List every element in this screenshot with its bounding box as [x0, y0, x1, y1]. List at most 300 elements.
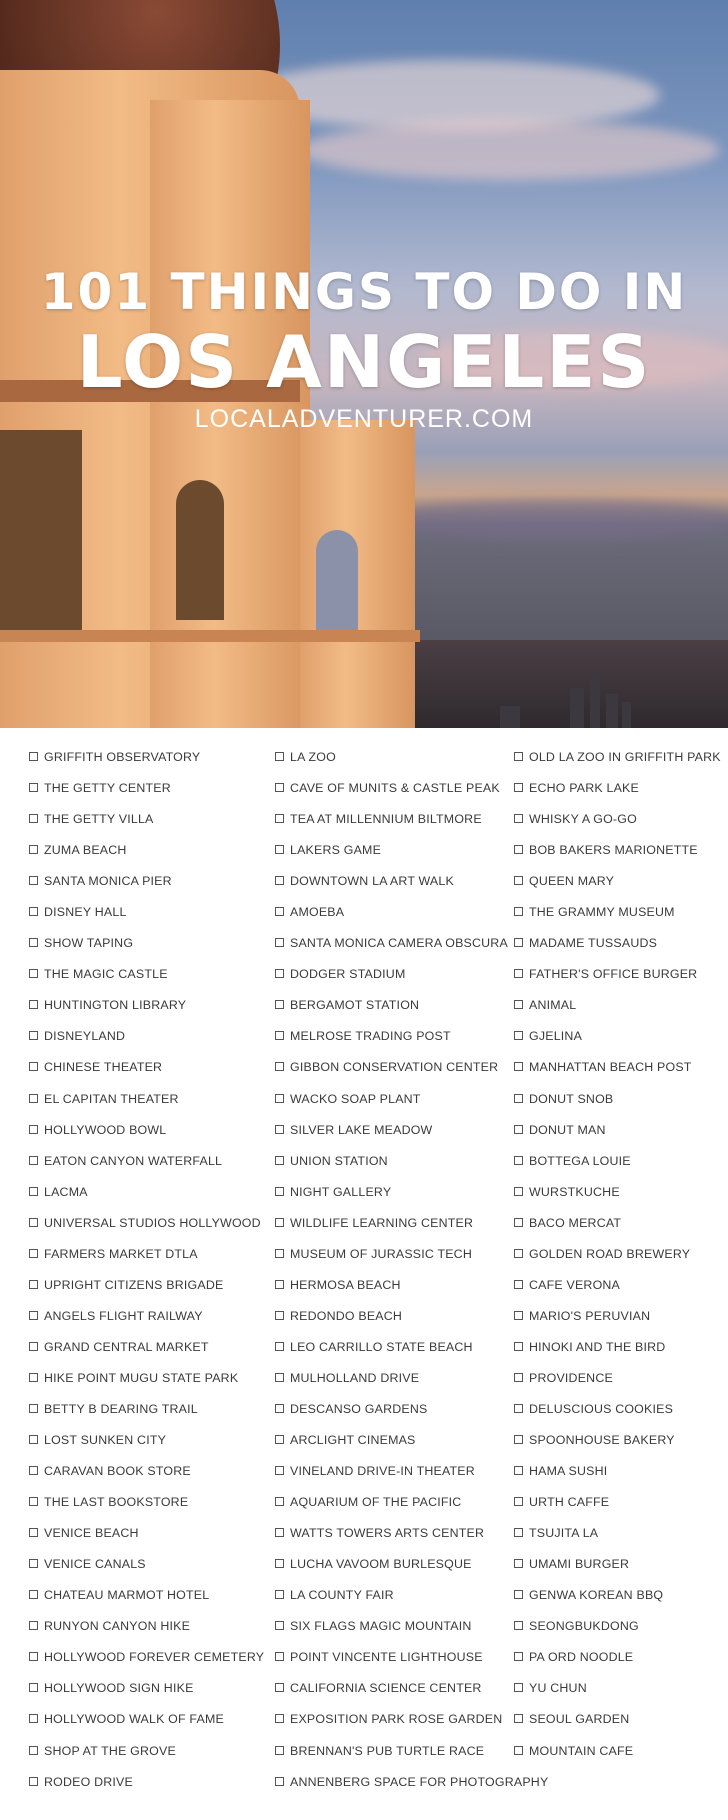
checkbox-icon	[514, 752, 523, 761]
checklist-item	[275, 1369, 515, 1400]
checklist-item	[29, 841, 265, 872]
checkbox-icon	[514, 1621, 523, 1630]
checkbox-icon	[514, 1249, 523, 1258]
title-line-2: LOS ANGELES	[76, 320, 652, 404]
arch-window	[176, 480, 224, 620]
checklist-item	[514, 1679, 728, 1710]
checklist-item-label: ANGELS FLIGHT RAILWAY	[44, 1308, 203, 1323]
checklist-item-label: THE GRAMMY MUSEUM	[529, 905, 675, 920]
checkbox-icon	[514, 876, 523, 885]
checklist-item	[29, 1245, 265, 1276]
checklist-item	[29, 1431, 265, 1462]
checklist-item	[514, 779, 728, 810]
checklist-item-label: HOLLYWOOD SIGN HIKE	[44, 1681, 194, 1696]
checkbox-icon	[275, 1156, 284, 1165]
checklist-item	[29, 1710, 265, 1741]
checklist-item-label: UMAMI BURGER	[529, 1557, 630, 1572]
checklist-item-label: HERMOSA BEACH	[290, 1277, 401, 1292]
checklist-item	[514, 1400, 728, 1431]
checkbox-icon	[275, 1218, 284, 1227]
checklist-item	[514, 1121, 728, 1152]
checklist-item-label: TEA AT MILLENNIUM BILTMORE	[290, 812, 482, 827]
checklist-item	[275, 779, 515, 810]
checkbox-icon	[29, 1249, 38, 1258]
checkbox-icon	[275, 1342, 284, 1351]
checklist-item-label: GRIFFITH OBSERVATORY	[44, 750, 201, 764]
checkbox-icon	[514, 969, 523, 978]
balcony-rail	[0, 630, 420, 642]
skyscraper	[590, 673, 600, 728]
checklist-item	[514, 1183, 728, 1214]
checkbox-icon	[29, 1404, 38, 1413]
checkbox-icon	[275, 1000, 284, 1009]
checkbox-icon	[29, 1218, 38, 1227]
checklist-item-label: GOLDEN ROAD BREWERY	[529, 1246, 691, 1261]
checkbox-icon	[275, 1528, 284, 1537]
checklist-item-label: SPOONHOUSE BAKERY	[529, 1433, 675, 1448]
checkbox-icon	[514, 1125, 523, 1134]
checklist-item	[275, 1400, 515, 1431]
checkbox-icon	[29, 1590, 38, 1599]
checklist-item	[514, 1058, 728, 1089]
checklist-item-label: DISNEYLAND	[44, 1029, 126, 1044]
checklist-item-label: MARIO'S PERUVIAN	[529, 1308, 651, 1323]
checkbox-icon	[275, 1652, 284, 1661]
headline	[0, 262, 728, 434]
checklist-item-label: SEOUL GARDEN	[529, 1712, 630, 1727]
checklist-item	[275, 1027, 515, 1058]
checklist-item	[275, 1679, 515, 1710]
checklist-item-label: PROVIDENCE	[529, 1370, 613, 1385]
checklist-item	[29, 1773, 265, 1804]
checklist-item-label: LAKERS GAME	[290, 843, 382, 858]
checkbox-icon	[514, 1156, 523, 1165]
checkbox-icon	[275, 845, 284, 854]
checklist-item	[29, 1524, 265, 1555]
checklist-item	[514, 1214, 728, 1245]
checkbox-icon	[29, 1187, 38, 1196]
checkbox-icon	[29, 1683, 38, 1692]
checklist-item	[514, 841, 728, 872]
checklist-item	[29, 1400, 265, 1431]
checklist-item-label: UNIVERSAL STUDIOS HOLLYWOOD	[44, 1215, 261, 1230]
checklist-item	[275, 1710, 515, 1741]
checklist-item	[275, 1742, 515, 1773]
checkbox-icon	[29, 1373, 38, 1382]
checklist-item	[514, 965, 728, 996]
checkbox-icon	[514, 1528, 523, 1537]
checkbox-icon	[275, 876, 284, 885]
checkbox-icon	[514, 845, 523, 854]
checklist-item	[29, 872, 265, 903]
checklist-item	[275, 1648, 515, 1679]
checklist-item-label: BOB BAKERS MARIONETTE	[529, 843, 698, 858]
checklist-item-label: CALIFORNIA SCIENCE CENTER	[290, 1681, 482, 1696]
checklist-item-label: CARAVAN BOOK STORE	[44, 1464, 191, 1479]
checkbox-icon	[275, 1031, 284, 1040]
skyscraper	[622, 702, 631, 728]
cloud	[380, 500, 728, 540]
checkbox-icon	[514, 1218, 523, 1227]
checklist-item	[275, 872, 515, 903]
checkbox-icon	[29, 938, 38, 947]
checklist-column-1	[29, 748, 265, 1804]
checklist-item	[29, 1090, 265, 1121]
checklist-item	[275, 1245, 515, 1276]
checklist-item	[514, 1307, 728, 1338]
checklist-item-label: THE MAGIC CASTLE	[44, 967, 168, 982]
checklist-item	[514, 1369, 728, 1400]
checklist-item-label: WHISKY A GO-GO	[529, 812, 637, 827]
checkbox-icon	[29, 1000, 38, 1009]
title-line-1: 101 THINGS TO DO IN	[40, 263, 688, 321]
checkbox-icon	[514, 1094, 523, 1103]
checklist-item	[514, 1276, 728, 1307]
checklist-item	[29, 903, 265, 934]
checkbox-icon	[514, 1497, 523, 1506]
checkbox-icon	[29, 814, 38, 823]
checkbox-icon	[29, 1280, 38, 1289]
checklist-item-label: YU CHUN	[529, 1681, 587, 1696]
checklist-item-label: CAFE VERONA	[529, 1277, 621, 1292]
checklist-item	[514, 872, 728, 903]
checklist-item	[29, 1648, 265, 1679]
checkbox-icon	[275, 1559, 284, 1568]
doorway	[0, 430, 82, 630]
checkbox-icon	[275, 1062, 284, 1071]
checkbox-icon	[275, 1466, 284, 1475]
checkbox-icon	[514, 1000, 523, 1009]
checkbox-icon	[514, 783, 523, 792]
checklist-item-label: GENWA KOREAN BBQ	[529, 1588, 664, 1603]
checkbox-icon	[29, 1125, 38, 1134]
checkbox-icon	[29, 845, 38, 854]
checklist-item	[275, 1276, 515, 1307]
checklist-item	[275, 1307, 515, 1338]
checklist-item	[275, 841, 515, 872]
checklist-item	[514, 810, 728, 841]
checklist-item-label: DESCANSO GARDENS	[290, 1401, 428, 1416]
checklist-item	[514, 1648, 728, 1679]
checklist-item-label: DOWNTOWN LA ART WALK	[290, 874, 454, 889]
checkbox-icon	[275, 938, 284, 947]
checklist-item-label: MULHOLLAND DRIVE	[290, 1370, 420, 1385]
hero-photo	[0, 0, 728, 728]
checklist-item-label: FARMERS MARKET DTLA	[44, 1246, 198, 1261]
checklist-item-label: SHOW TAPING	[44, 936, 134, 951]
checklist-item	[29, 1462, 265, 1493]
checkbox-icon	[275, 969, 284, 978]
checklist-item-label: SANTA MONICA CAMERA OBSCURA	[290, 936, 508, 951]
checkbox-icon	[29, 1714, 38, 1723]
checkbox-icon	[275, 1280, 284, 1289]
checkbox-icon	[29, 1311, 38, 1320]
checklist-item-label: LEO CARRILLO STATE BEACH	[290, 1339, 473, 1354]
checkbox-icon	[275, 1746, 284, 1755]
checkbox-icon	[29, 1621, 38, 1630]
checkbox-icon	[514, 1652, 523, 1661]
checklist-item	[29, 934, 265, 965]
checklist-item-label: THE GETTY VILLA	[44, 812, 154, 827]
checkbox-icon	[275, 783, 284, 792]
checklist-item-label: LA COUNTY FAIR	[290, 1588, 394, 1603]
checkbox-icon	[514, 1590, 523, 1599]
checklist-item-label: CAVE OF MUNITS & CASTLE PEAK	[290, 781, 500, 796]
checklist-item-label: HIKE POINT MUGU STATE PARK	[44, 1370, 239, 1385]
checklist-item	[29, 748, 265, 779]
checklist-item	[29, 810, 265, 841]
checkbox-icon	[29, 1062, 38, 1071]
checklist-item	[275, 810, 515, 841]
checklist-item-label: EATON CANYON WATERFALL	[44, 1153, 223, 1168]
checklist-item-label: GRAND CENTRAL MARKET	[44, 1339, 209, 1354]
checklist-item	[275, 903, 515, 934]
checklist-item	[275, 748, 515, 779]
checklist-item-label: SEONGBUKDONG	[529, 1619, 639, 1634]
checkbox-icon	[514, 907, 523, 916]
checklist-item	[29, 1338, 265, 1369]
checklist-item	[275, 1617, 515, 1648]
checklist-item	[29, 1586, 265, 1617]
checklist-item	[514, 1555, 728, 1586]
checklist-item	[275, 1214, 515, 1245]
checklist-item-label: DISNEY HALL	[44, 905, 127, 920]
checklist-item	[275, 934, 515, 965]
checkbox-icon	[275, 1777, 284, 1786]
checklist-item	[275, 1586, 515, 1617]
checkbox-icon	[275, 1373, 284, 1382]
checklist-item-label: AMOEBA	[290, 905, 345, 920]
checklist-item	[275, 1090, 515, 1121]
checklist-item-label: BETTY B DEARING TRAIL	[44, 1401, 198, 1416]
checkbox-icon	[514, 1373, 523, 1382]
checkbox-icon	[275, 907, 284, 916]
checklist-item	[275, 1338, 515, 1369]
checklist-item	[275, 965, 515, 996]
checklist-item	[514, 1090, 728, 1121]
checkbox-icon	[29, 876, 38, 885]
checklist-item-label: LA ZOO	[290, 750, 336, 764]
checklist-item	[29, 1555, 265, 1586]
checklist-item	[275, 1462, 515, 1493]
checkbox-icon	[29, 1094, 38, 1103]
checklist-item-label: SHOP AT THE GROVE	[44, 1743, 176, 1758]
checkbox-icon	[275, 1187, 284, 1196]
checkbox-icon	[514, 1342, 523, 1351]
checklist-item-label: FATHER'S OFFICE BURGER	[529, 967, 698, 982]
checklist-item-label: LOST SUNKEN CITY	[44, 1433, 167, 1448]
checklist-item	[275, 1493, 515, 1524]
checklist-item-label: THE GETTY CENTER	[44, 781, 171, 796]
checklist-item-label: HINOKI AND THE BIRD	[529, 1339, 666, 1354]
checklist-item	[275, 1183, 515, 1214]
checkbox-icon	[29, 752, 38, 761]
checklist-column-3	[514, 748, 728, 1773]
checkbox-icon	[275, 1249, 284, 1258]
checklist-item	[275, 1152, 515, 1183]
checklist-item	[514, 1617, 728, 1648]
checklist-item-label: URTH CAFFE	[529, 1495, 610, 1510]
website-url: LOCALADVENTURER.COM	[194, 405, 534, 433]
checklist-item	[29, 1307, 265, 1338]
checklist-item-label: DONUT MAN	[529, 1122, 606, 1137]
checklist-item-label: WILDLIFE LEARNING CENTER	[290, 1215, 474, 1230]
checklist-item-label: VENICE CANALS	[44, 1557, 146, 1572]
checklist-item-label: WATTS TOWERS ARTS CENTER	[290, 1526, 485, 1541]
skyscraper	[606, 694, 618, 728]
checklist-item	[29, 1058, 265, 1089]
checklist-item-label: HOLLYWOOD WALK OF FAME	[44, 1712, 224, 1727]
checklist-item	[29, 779, 265, 810]
checkbox-icon	[29, 969, 38, 978]
checklist-item-label: CHINESE THEATER	[44, 1060, 163, 1075]
checklist-item-label: MOUNTAIN CAFE	[529, 1743, 634, 1758]
checklist-item-label: BOTTEGA LOUIE	[529, 1153, 631, 1168]
checklist-item-label: UNION STATION	[290, 1153, 388, 1168]
checkbox-icon	[29, 907, 38, 916]
checkbox-icon	[29, 1652, 38, 1661]
checkbox-icon	[29, 1497, 38, 1506]
checklist-item-label: WACKO SOAP PLANT	[290, 1091, 421, 1106]
checklist-item	[275, 1773, 549, 1804]
checkbox-icon	[514, 1404, 523, 1413]
checkbox-icon	[275, 1435, 284, 1444]
checkbox-icon	[29, 1435, 38, 1444]
checklist-item-label: HOLLYWOOD BOWL	[44, 1122, 167, 1137]
checkbox-icon	[29, 1156, 38, 1165]
checklist-item	[29, 1152, 265, 1183]
checkbox-icon	[514, 1683, 523, 1692]
checklist-item-label: MUSEUM OF JURASSIC TECH	[290, 1246, 472, 1261]
checklist-item	[514, 1710, 728, 1741]
checklist-item-label: DODGER STADIUM	[290, 967, 406, 982]
checklist-item	[29, 1214, 265, 1245]
checklist-item	[29, 1183, 265, 1214]
checkbox-icon	[29, 1746, 38, 1755]
checklist-item-label: MANHATTAN BEACH POST	[529, 1060, 692, 1075]
checklist-item-label: GJELINA	[529, 1029, 583, 1044]
checklist-item	[514, 1462, 728, 1493]
checklist-item	[275, 1524, 515, 1555]
skyscraper	[500, 706, 520, 728]
checkbox-icon	[275, 1621, 284, 1630]
checkbox-icon	[275, 1404, 284, 1413]
checklist-item-label: GIBBON CONSERVATION CENTER	[290, 1060, 499, 1075]
checkbox-icon	[514, 1280, 523, 1289]
checkbox-icon	[275, 1714, 284, 1723]
checklist-item	[514, 1431, 728, 1462]
checklist-item-label: TSUJITA LA	[529, 1526, 599, 1541]
checklist-item	[275, 1121, 515, 1152]
checkbox-icon	[275, 1311, 284, 1320]
checklist-item	[514, 1245, 728, 1276]
checklist-item-label: VINELAND DRIVE-IN THEATER	[290, 1464, 475, 1479]
checklist-item-label: HOLLYWOOD FOREVER CEMETERY	[44, 1650, 265, 1665]
checklist-item-label: BERGAMOT STATION	[290, 998, 420, 1013]
skyscraper	[570, 688, 584, 728]
checklist-item-label: ECHO PARK LAKE	[529, 781, 639, 796]
checklist-item-label: HUNTINGTON LIBRARY	[44, 998, 187, 1013]
checklist-item-label: HAMA SUSHI	[529, 1464, 608, 1479]
checklist-item-label: RUNYON CANYON HIKE	[44, 1619, 191, 1634]
checkbox-icon	[29, 1559, 38, 1568]
arch-window	[316, 530, 358, 630]
checkbox-icon	[514, 1062, 523, 1071]
checkbox-icon	[514, 1187, 523, 1196]
checklist-item-label: SILVER LAKE MEADOW	[290, 1122, 433, 1137]
checklist-column-2	[275, 748, 549, 1804]
checkbox-icon	[514, 1466, 523, 1475]
checklist-item-label: VENICE BEACH	[44, 1526, 139, 1541]
checklist-item-label: THE LAST BOOKSTORE	[44, 1495, 189, 1510]
checklist-item-label: ANIMAL	[529, 998, 577, 1013]
checklist-item	[29, 1369, 265, 1400]
checkbox-icon	[275, 752, 284, 761]
checklist-item-label: REDONDO BEACH	[290, 1308, 403, 1323]
checklist-item	[514, 1742, 728, 1773]
checklist-item	[275, 1058, 515, 1089]
checkbox-icon	[275, 1590, 284, 1599]
checklist-item-label: PA ORD NOODLE	[529, 1650, 634, 1665]
checklist-item-label: LUCHA VAVOOM BURLESQUE	[290, 1557, 472, 1572]
checklist-item	[29, 1121, 265, 1152]
checkbox-icon	[514, 814, 523, 823]
checkbox-icon	[29, 1466, 38, 1475]
checkbox-icon	[29, 1528, 38, 1537]
checklist-item-label: WURSTKUCHE	[529, 1184, 620, 1199]
checklist-item	[514, 1586, 728, 1617]
checklist-item	[514, 1524, 728, 1555]
checklist-item-label: DELUSCIOUS COOKIES	[529, 1401, 674, 1416]
checklist-item	[29, 1027, 265, 1058]
checklist-item-label: BACO MERCAT	[529, 1215, 622, 1230]
checkbox-icon	[29, 783, 38, 792]
checklist-item	[29, 1679, 265, 1710]
checklist-item	[514, 748, 728, 779]
checklist-item-label: CHATEAU MARMOT HOTEL	[44, 1588, 210, 1603]
checkbox-icon	[275, 1125, 284, 1134]
checklist-item	[29, 1742, 265, 1773]
checkbox-icon	[514, 1746, 523, 1755]
checklist-item-label: RODEO DRIVE	[44, 1774, 133, 1789]
checklist-item-label: UPRIGHT CITIZENS BRIGADE	[44, 1277, 224, 1292]
checklist-item-label: POINT VINCENTE LIGHTHOUSE	[290, 1650, 483, 1665]
checkbox-icon	[275, 814, 284, 823]
checklist-item	[275, 996, 515, 1027]
checklist-item-label: OLD LA ZOO IN GRIFFITH PARK	[529, 750, 721, 764]
checkbox-icon	[275, 1094, 284, 1103]
checklist-item-label: EXPOSITION PARK ROSE GARDEN	[290, 1712, 503, 1727]
checklist-item-label: DONUT SNOB	[529, 1091, 614, 1106]
checklist-item	[514, 1152, 728, 1183]
checklist-item-label: MELROSE TRADING POST	[290, 1029, 451, 1044]
checkbox-icon	[514, 1435, 523, 1444]
checkbox-icon	[514, 1714, 523, 1723]
checklist-item-label: ZUMA BEACH	[44, 843, 127, 858]
checklist-item	[29, 1493, 265, 1524]
checklist-item-label: ARCLIGHT CINEMAS	[290, 1433, 416, 1448]
checkbox-icon	[514, 1031, 523, 1040]
checklist-item	[275, 1555, 515, 1586]
checkbox-icon	[514, 938, 523, 947]
checklist-item-label: ANNENBERG SPACE FOR PHOTOGRAPHY	[290, 1774, 549, 1789]
checklist-item	[29, 1617, 265, 1648]
checklist-item-label: AQUARIUM OF THE PACIFIC	[290, 1495, 462, 1510]
checklist-item	[29, 996, 265, 1027]
checkbox-icon	[514, 1311, 523, 1320]
checklist-item-label: MADAME TUSSAUDS	[529, 936, 658, 951]
checklist-item	[514, 996, 728, 1027]
